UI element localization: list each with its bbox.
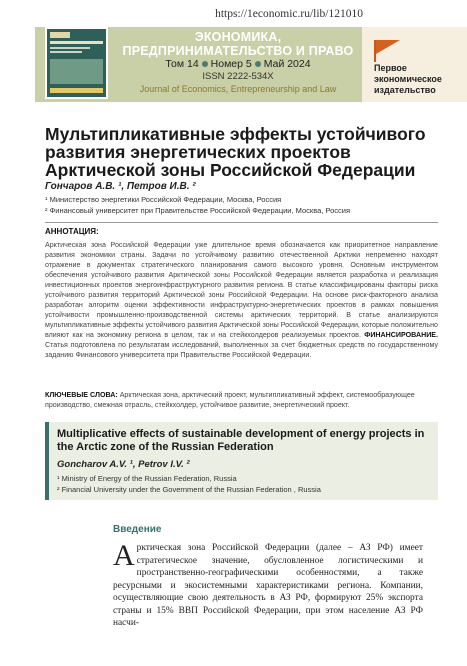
journal-title-line1: ЭКОНОМИКА, — [194, 30, 282, 44]
cover-line — [50, 51, 82, 53]
cover-line — [50, 47, 90, 49]
journal-english-title: Journal of Economics, Entrepreneurship and Law — [139, 84, 337, 94]
journal-title-line2: ПРЕДПРИНИМАТЕЛЬСТВО И ПРАВО — [122, 44, 354, 58]
keywords-label: КЛЮЧЕВЫЕ СЛОВА: — [45, 391, 118, 399]
article-url[interactable]: https://1economic.ru/lib/121010 — [215, 8, 363, 20]
intro-heading: Введение — [113, 524, 162, 535]
affiliation-1: ¹ Министерство энергетики Российской Федерации, Москва, Россия — [45, 195, 282, 204]
drop-cap: А — [113, 539, 135, 572]
cover-title-line — [50, 41, 103, 44]
article-title: Мультипликативные эффекты устойчивого развития энергетических проектов Арктической зоны Российской Федерации — [45, 124, 426, 180]
funding-label: ФИНАНСИРОВАНИЕ. — [364, 331, 438, 339]
publisher-line: издательство — [374, 85, 436, 95]
english-summary-box — [45, 422, 438, 500]
journal-number: Номер 5 — [210, 58, 252, 70]
keywords — [45, 390, 438, 410]
article-authors: Гончаров А.В. ¹, Петров И.В. ² — [45, 181, 196, 192]
english-affiliation-1: ¹ Ministry of Energy of the Russian Federation, Russia — [57, 474, 237, 483]
divider — [45, 222, 438, 223]
english-title: Multiplicative effects of sustainable development of energy projects in the Arctic zone of the Russian Federation — [57, 428, 425, 453]
abstract-heading: АННОТАЦИЯ: — [45, 227, 99, 236]
intro-text: рктическая зона Российской Федерации (далее – АЗ РФ) имеет стратегическое значение, обусловленное логистическими и пространственно-географическими особенностями, а также ресурсными и экосистемными характеристиками региона. Компании, осуществляющие свою деятельность в АЗ РФ, формируют 25% экспорта страны и 15% ВВП Российской Федерации, при этом население АЗ РФ насчи- — [113, 543, 423, 628]
journal-cover-image — [45, 27, 108, 99]
affiliation-2: ² Финансовый университет при Правительстве Российской Федерации, Москва, Россия — [45, 206, 351, 215]
intro-paragraph — [113, 539, 423, 630]
journal-header — [0, 27, 467, 102]
cover-illustration — [50, 59, 103, 84]
separator-dot-icon — [255, 61, 261, 67]
separator-dot-icon — [202, 61, 208, 67]
cover-bar — [50, 88, 103, 93]
journal-issn: ISSN 2222-534X — [202, 71, 274, 82]
abstract — [45, 240, 438, 360]
publisher-line: Первое — [374, 63, 407, 73]
journal-volume: Том 14 — [165, 58, 199, 70]
abstract-text: Арктическая зона Российской Федерации уже длительное время обозначается как приоритетное направление развития экономики страны. Задачи по устойчивому развитию отечественной Арктики непременно находят отражение в документах стратегического планирования самого высокого уровня. Основным инструментом обеспечения устойчивого развития Арктической зоны Российской Федерации является разработка и реализация инвестиционных проектов энергоинфраструктурного развития региона. В статье классифицированы факторы риска устойчивого развития территорий Арктической зоны Российской Федерации. На основе риск-факторного анализа разработан алгоритм оценки эффективности инфраструктурно-энергетических проектов в рамках повышения устойчивости промышленно-производственной системы арктических территорий. В статье анализируются мультипликативные эффекты устойчивого развития Арктической зоны Российской Федерации, которые положительно влияют как на экономику региона в целом, так и на стейкхолдеров реализуемых проектов. — [45, 241, 438, 339]
journal-issue-info — [108, 58, 368, 71]
cover-label — [50, 32, 70, 38]
accent-bar — [45, 422, 49, 500]
journal-title — [108, 30, 368, 58]
keywords-text: Арктическая зона, арктический проект, мультипликативный эффект, системообразующее производство, смежная отрасль, стейкхолдер, устойчивое развитие, энергетический проект. — [45, 391, 415, 409]
journal-date: Май 2024 — [263, 58, 311, 70]
english-affiliation-2: ² Financial University under the Government of the Russian Federation , Russia — [57, 485, 321, 494]
publisher-block — [362, 27, 467, 102]
english-authors: Goncharov A.V. ¹, Petrov I.V. ² — [57, 459, 190, 470]
flag-pennant-icon — [376, 40, 400, 54]
funding-text: Статья подготовлена по результатам исследований, выполненных за счет бюджетных средств по государственному заданию Финансового университета при Правительстве Российской Федерации. — [45, 341, 438, 359]
publisher-name — [374, 63, 442, 96]
publisher-line: экономическое — [374, 74, 442, 84]
